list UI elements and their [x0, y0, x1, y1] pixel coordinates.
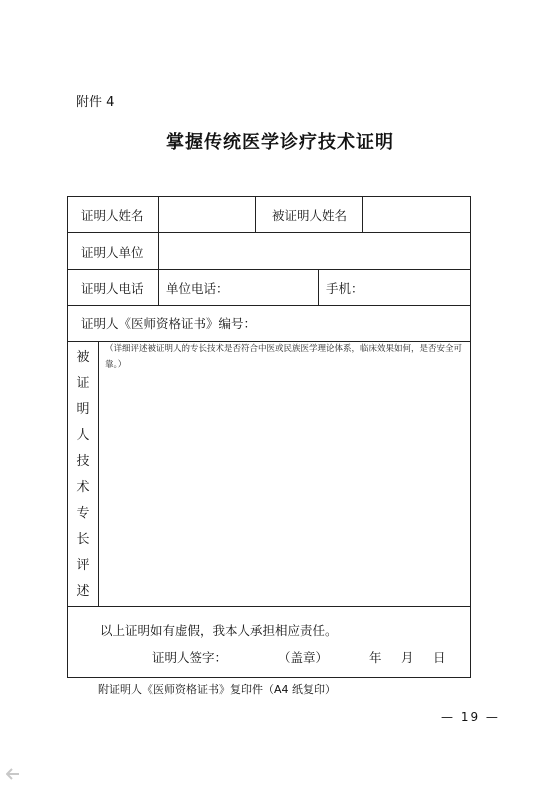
row-divider [68, 232, 470, 233]
row-divider [68, 305, 470, 306]
attachment-note: 附证明人《医师资格证书》复印件（A4 纸复印） [98, 683, 337, 696]
certifier-phone-label: 证明人电话 [81, 281, 144, 296]
col-divider [158, 197, 159, 232]
evaluation-label-char: 评 [76, 558, 90, 573]
mobile-label: 手机： [326, 281, 364, 296]
certified-name-label: 被证明人姓名 [272, 208, 348, 223]
signature-label: 证明人签字： [152, 650, 228, 665]
declaration-text: 以上证明如有虚假，我本人承担相应责任。 [100, 623, 338, 638]
evaluation-label-char: 证 [76, 376, 90, 391]
attachment-label: 附件 4 [76, 95, 115, 110]
col-divider [98, 341, 99, 606]
evaluation-label-char: 述 [76, 584, 90, 599]
evaluation-label-char: 明 [76, 402, 90, 417]
certifier-unit-label: 证明人单位 [81, 245, 144, 260]
evaluation-label-char: 术 [76, 480, 90, 495]
row-divider [68, 606, 470, 607]
col-divider [158, 232, 159, 269]
evaluation-label-char: 专 [76, 506, 90, 521]
certification-form [67, 196, 471, 678]
col-divider [158, 269, 159, 305]
work-phone-label: 单位电话： [166, 281, 229, 296]
license-number-label: 证明人《医师资格证书》编号： [81, 316, 257, 331]
evaluation-label-char: 长 [76, 532, 90, 547]
seal-label: （盖章） [278, 650, 329, 665]
evaluation-hint: （详细评述被证明人的专长技术是否符合中医或民族医学理论体系，临床效果如何，是否安全可靠。） [105, 344, 463, 370]
page-number: — 19 — [441, 710, 500, 724]
back-arrow-icon[interactable] [6, 768, 20, 780]
evaluation-label-char: 技 [76, 454, 90, 469]
row-divider [68, 269, 470, 270]
day-label: 日 [433, 650, 446, 665]
document-title: 掌握传统医学诊疗技术证明 [166, 132, 394, 153]
evaluation-label-char: 人 [76, 428, 90, 443]
col-divider [255, 197, 256, 232]
certifier-name-label: 证明人姓名 [81, 208, 144, 223]
col-divider [362, 197, 363, 232]
year-label: 年 [369, 650, 382, 665]
month-label: 月 [401, 650, 414, 665]
col-divider [318, 269, 319, 305]
evaluation-label-char: 被 [76, 350, 90, 365]
